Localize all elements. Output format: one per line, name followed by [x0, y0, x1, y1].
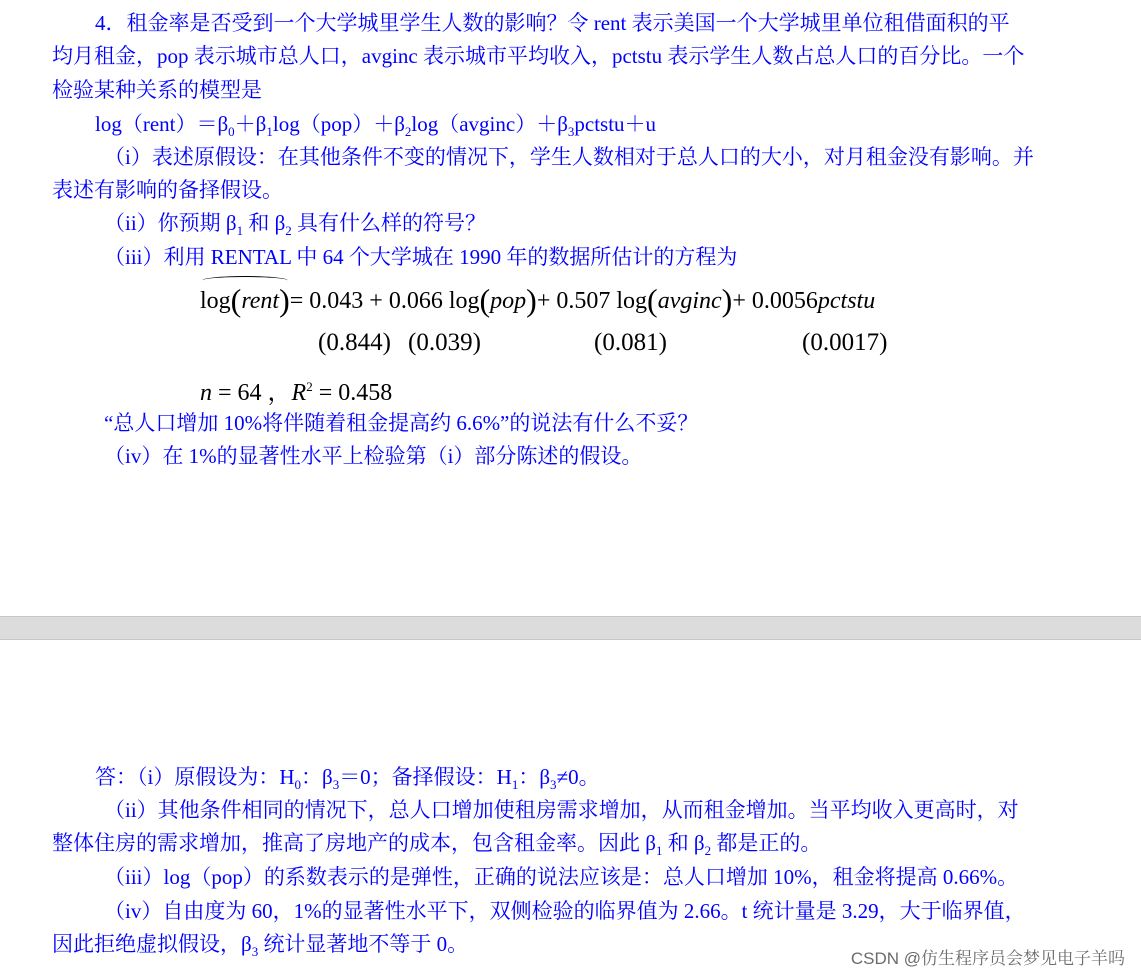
std-error-3: (0.081) [594, 329, 667, 356]
answer-page [0, 640, 1141, 977]
answer-iv-line-1: （iv）自由度为 60，1%的显著性水平下，双侧检验的临界值为 2.66。t 统计量是 3.29，大于临界值， [104, 899, 1026, 923]
model-equation: $\log(rent)=\beta_0+\beta_1\log(pop)+\beta_2\log(avginc)+\beta_3pctstu+u$ [95, 112, 657, 140]
answer-iii: （iii）log（pop）的系数表示的是弹性，正确的说法应该是：总人口增加 10%，租金将提高 0.66%。 [104, 865, 1019, 889]
part-i-line-2: 表述有影响的备择假设。 [52, 178, 283, 202]
std-error-1: (0.844) [318, 329, 391, 356]
regression-stats: n = 64 ，$R^2 = 0.458$ [200, 379, 393, 406]
part-ii: （ii）你预期 $\beta_1$ 和 $\beta_2$ 具有什么样的符号？ [104, 211, 487, 239]
claim-question: “总人口增加 10%将伴随着租金提高约 6.6%”的说法有什么不妥？ [104, 411, 699, 435]
std-error-2: (0.039) [408, 329, 481, 356]
estimated-equation: log(rent)= 0.043 + 0.066 log(pop)+ 0.507 log(avginc)+ 0.0056pctstu [200, 280, 875, 321]
question-line-3: 检验某种关系的模型是 [52, 78, 262, 102]
answer-ii-line-2: 整体住房的需求增加，推高了房地产的成本，包含租金率。因此 $\beta_1$ 和 $\beta_2$ 都是正的。 [52, 831, 822, 859]
std-error-4: (0.0017) [802, 329, 888, 356]
part-iii: （iii）利用 RENTAL 中 64 个大学城在 1990 年的数据所估计的方程为 [104, 245, 738, 269]
answer-ii-line-1: （ii）其他条件相同的情况下，总人口增加使租房需求增加，从而租金增加。当平均收入更高时，对 [104, 798, 1019, 822]
answer-i: 答：（i）原假设为：$H_0$：$\beta_3=0$；备择假设：$H_1$：$\beta_3\ne 0$。 [95, 765, 600, 793]
part-iv: （iv）在 1%的显著性水平上检验第（i）部分陈述的假设。 [104, 444, 643, 468]
question-line-2: 均月租金，pop 表示城市总人口，avginc 表示城市平均收入，pctstu 表示学生人数占总人口的百分比。一个 [52, 44, 1025, 68]
part-i-line-1: （i）表述原假设：在其他条件不变的情况下，学生人数相对于总人口的大小，对月租金没有影响。并 [104, 145, 1034, 169]
question-line-1: 4．租金率是否受到一个大学城里学生人数的影响？令 rent 表示美国一个大学城里单位租借面积的平 [95, 11, 1010, 35]
log-rent-hat: log(rent) [200, 280, 290, 321]
answer-iv-line-2: 因此拒绝虚拟假设，$\beta_3$ 统计显著地不等于 0。 [52, 932, 469, 960]
csdn-watermark: CSDN @仿生程序员会梦见电子羊吗 [850, 949, 1125, 968]
page-separator [0, 616, 1141, 640]
